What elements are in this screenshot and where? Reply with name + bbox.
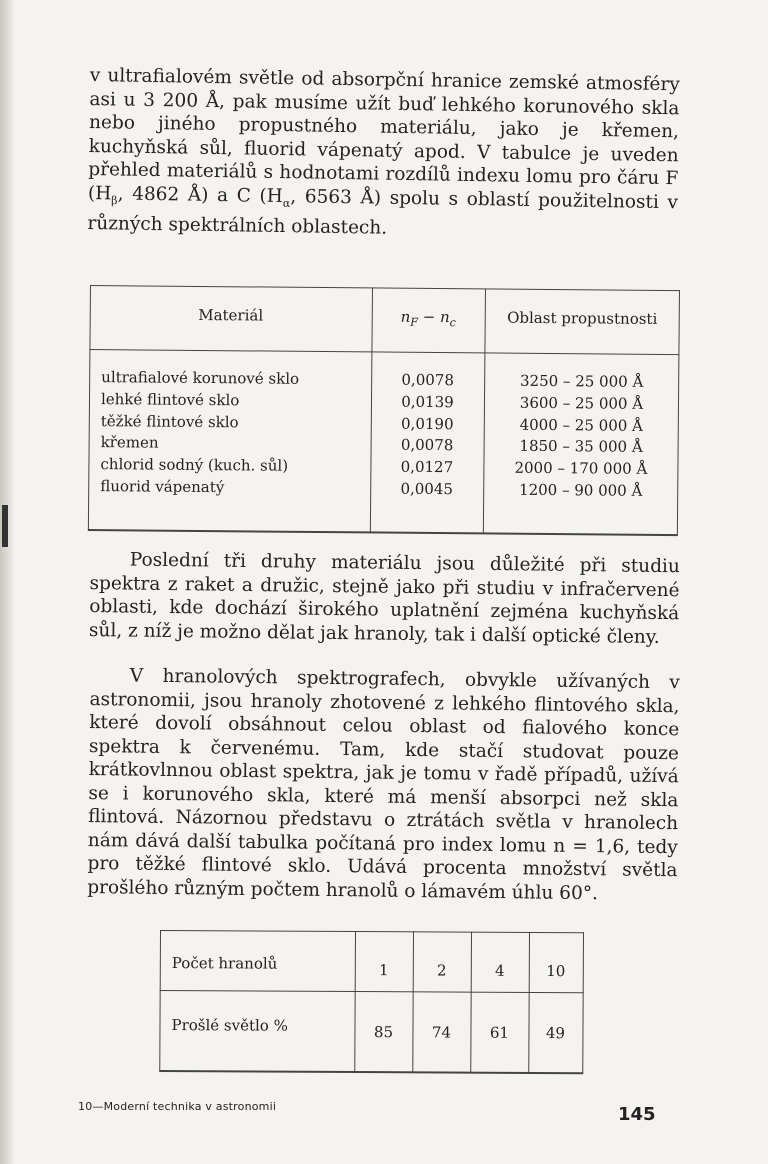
table-row-range: 1200 – 90 000 Å [518,480,643,500]
table-row-delta: 0,0139 [401,392,454,411]
header-index-difference: $n_F - n_c$ [400,307,456,330]
binding-mark [2,505,8,547]
transmitted-light-cell: 74 [431,1023,452,1042]
prisms-table [159,930,584,1074]
transmitted-light-label: Prošlé světlo % [171,1016,288,1035]
prism-count-label: Počet hranolů [171,954,278,973]
table-row-delta: 0,0078 [400,436,454,455]
table-row-range: 4000 – 25 000 Å [519,415,644,435]
materials-table [88,285,680,535]
transmission-range-column [483,370,679,502]
second-paragraph: Poslední tři druhy materiálu jsou důležité při studiu spektra z raket a družic, stejně jako při studiu v infračervené oblasti, kde dochází širokého uplatnění zejména kuchyňská sůl, z níž je možno dělat jak hranoly, tak i další optické členy. [88,549,680,648]
table-row-range: 3250 – 25 000 Å [519,371,644,391]
prism-count-cell: 10 [546,962,566,981]
table-row-delta: 0,0045 [400,479,454,499]
table-row-material: chlorid sodný (kuch. sůl) [100,455,289,475]
prism-count-cell: 1 [378,961,389,980]
table-row-material: fluorid vápenatý [100,477,225,497]
material-column [100,367,367,500]
header-transmission-range: Oblast propustnosti [507,308,658,328]
page-number: 145 [618,1104,656,1125]
binding-edge [0,0,14,1164]
intro-paragraph: v ultrafialovém světle od absorpční hranice zemské atmosféry asi u 3 200 Å, pak musíme užít buď lehkého korunového skla nebo jiného propustného materiálu, jako je křemen, kuchyňská sůl, fluorid vápenatý apod. V tabulce je uveden přehled materiálů s hodnotami rozdílů indexu lomu pro čáru F ($H_\beta$, 4862 Å) a C ($H_\alpha$, 6563 Å) spolu s oblastí použitelnosti v různých spektrálních oblastech. [87,64,680,239]
table-row-delta: 0,0127 [400,457,454,477]
transmitted-light-cell: 85 [373,1023,394,1042]
header-material: Materiál [198,305,264,325]
table-row-range: 3600 – 25 000 Å [519,393,644,413]
table-row-delta: 0,0190 [400,414,454,433]
table-row-delta: 0,0078 [401,370,455,390]
prism-count-cell: 4 [494,961,505,980]
transmitted-light-cell: 49 [545,1024,566,1043]
third-paragraph: V hranolových spektrografech, obvykle užívaných v astronomii, jsou hranoly zhotovené z lehkého flintového skla, které dovolí obsáhnout celou oblast od fialového konce spektra k červenému. Tam, kde stačí studovat pouze krátkovlnnou oblast spektra, jak je tomu v řadě případů, užívá se i korunového skla, které má menší absorpci než skla flintová. Názornou představu o ztrátách světla v hranolech nám dává další tabulka počítaná pro index lomu n = 1,6, tedy pro těžké flintové sklo. Udává procenta množství světla prošlého různým počtem hranolů o lámavém úhlu 60°. [87,665,680,904]
table-row-material: lehké flintové sklo [100,389,240,410]
table-row-material: křemen [100,433,159,452]
table-row-range: 2000 – 170 000 Å [514,458,648,479]
table-row-range: 1850 – 35 000 Å [519,437,643,457]
transmitted-light-cell: 61 [489,1023,510,1042]
table-row-material: těžké flintové sklo [100,411,239,431]
footer-signature: 10—Moderní technika v astronomii [78,1100,277,1113]
index-difference-column [370,369,484,501]
prism-count-cell: 2 [436,961,447,980]
table-row-material: ultrafialové korunové sklo [101,368,300,388]
